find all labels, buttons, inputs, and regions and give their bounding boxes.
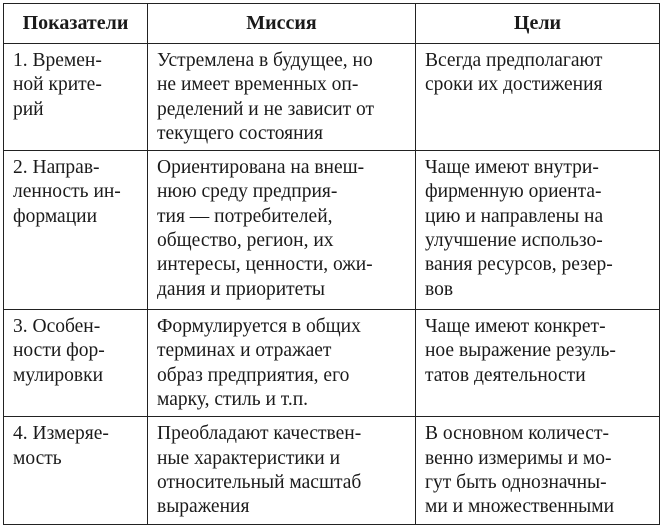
cell-line: нюю среду предприя-: [157, 181, 338, 203]
mission-cell: [148, 151, 416, 310]
cell-line: цию и направлены на: [425, 205, 604, 227]
cell-line: Чаще имеют внутри-: [425, 157, 599, 179]
cell-line: венно измеримы и мо-: [425, 447, 612, 469]
cell-line: выражения: [157, 496, 250, 518]
table-row: [4, 151, 660, 310]
indicator-cell: [4, 44, 148, 151]
cell-line: Ориентирована на внеш-: [157, 157, 365, 179]
mission-cell: [148, 417, 416, 524]
cell-line: ленность ин-: [13, 181, 121, 203]
cell-line: тия — потребителей,: [157, 205, 333, 227]
indicator-cell: [4, 151, 148, 310]
cell-line: образ предприятия, его: [157, 364, 350, 386]
cell-line: гут быть однозначны-: [425, 471, 607, 493]
cell-line: дания и приоритеты: [157, 278, 325, 300]
cell-line: Всегда предполагают: [425, 50, 603, 71]
cell-line: рий: [13, 98, 44, 120]
cell-line: общество, регион, их: [157, 230, 334, 252]
cell-line: формации: [13, 205, 98, 227]
mission-cell: [148, 44, 416, 151]
mission-cell: [148, 310, 416, 417]
cell-line: улучшение использо-: [425, 230, 603, 252]
cell-line: мость: [13, 447, 62, 469]
cell-line: Формулируется в общих: [157, 316, 361, 338]
cell-line: марку, стиль и т.п.: [157, 389, 309, 411]
cell-line: интересы, ценности, ожи-: [157, 254, 373, 276]
cell-line: относительный масштаб: [157, 471, 362, 493]
cell-line: 2. Направ-: [13, 157, 100, 179]
cell-line: сроки их достижения: [425, 74, 603, 96]
cell-line: ной крите-: [13, 74, 102, 96]
cell-line: Устремлена в будущее, но: [157, 50, 373, 71]
cell-line: терминах и отражает: [157, 340, 332, 362]
cell-line: фирменную ориента-: [425, 181, 602, 203]
cell-line: татов деятельности: [425, 364, 586, 386]
cell-line: вов: [425, 278, 454, 300]
cell-line: ные характеристики и: [157, 447, 341, 469]
goals-cell: [416, 417, 660, 524]
cell-line: ределений и не зависит от: [157, 98, 375, 120]
goals-cell: [416, 310, 660, 417]
comparison-table: [3, 3, 660, 525]
cell-line: не имеет временных оп-: [157, 74, 359, 96]
column-header-indicators: Показатели: [4, 4, 148, 44]
cell-line: вания ресурсов, резер-: [425, 254, 613, 276]
cell-line: ности фор-: [13, 340, 105, 362]
cell-line: 3. Особен-: [13, 316, 101, 338]
cell-line: 1. Времен-: [13, 50, 102, 71]
cell-line: 4. Измеряе-: [13, 423, 109, 445]
goals-cell: [416, 151, 660, 310]
cell-line: Чаще имеют конкрет-: [425, 316, 606, 338]
table-row: [4, 417, 660, 524]
table-row: [4, 310, 660, 417]
table-row: [4, 44, 660, 151]
cell-line: ми и множественными: [425, 496, 615, 518]
cell-line: В основном количест-: [425, 423, 609, 445]
column-header-mission: Миссия: [148, 4, 416, 44]
cell-line: текущего состояния: [157, 122, 323, 144]
indicator-cell: [4, 310, 148, 417]
goals-cell: [416, 44, 660, 151]
cell-line: Преобладают качествен-: [157, 423, 362, 445]
indicator-cell: [4, 417, 148, 524]
cell-line: мулировки: [13, 364, 104, 386]
column-header-goals: Цели: [416, 4, 660, 44]
cell-line: ное выражение резуль-: [425, 340, 616, 362]
table-header-row: [4, 4, 660, 44]
